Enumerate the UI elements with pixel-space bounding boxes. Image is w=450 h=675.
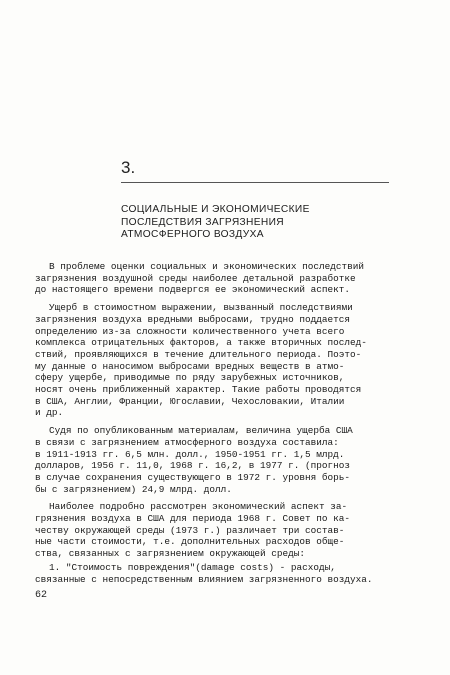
text-line: ства, связанных с загрязнением окружающей среды:: [35, 548, 306, 560]
text-line: загрязнения воздуха вредными выбросами, трудно поддается: [35, 313, 351, 325]
text-line: в США, Англии, Франции, Югославии, Чехословакии, Италии: [35, 395, 345, 407]
text-line: 1. "Стоимость повреждения"(damage costs) - расходы,: [49, 561, 336, 573]
text-line: комплекса отрицательных факторов, а также вторичных послед-: [35, 337, 367, 349]
text-line: до настоящего времени подвергся ее экономический аспект.: [35, 284, 351, 296]
text-line: му данные о наносимом выбросами вредных веществ в атмо-: [35, 360, 345, 372]
chapter-title-line: АТМОСФЕРНОГО ВОЗДУХА: [121, 229, 264, 241]
chapter-divider: [121, 182, 389, 183]
chapter-title-line: ПОСЛЕДСТВИЯ ЗАГРЯЗНЕНИЯ: [121, 216, 284, 228]
text-line: определению из-за сложности количественного учета всего: [35, 325, 345, 337]
text-line: в 1911-1913 гг. 6,5 млн. долл., 1950-1951 гг. 1,5 млрд.: [35, 448, 345, 460]
text-line: Ущерб в стоимостном выражении, вызванный последствиями: [49, 302, 353, 314]
text-line: Судя по опубликованным материалам, величина ущерба США: [49, 425, 353, 437]
text-line: загрязнения воздушной среды наиболее детальной разработке: [35, 272, 356, 284]
text-line: долларов, 1956 г. 11,0, 1968 г. 16,2, в 1977 г. (прогноз: [35, 460, 351, 472]
page-number: 62: [35, 590, 48, 601]
text-line: и др.: [35, 407, 64, 419]
text-line: носят очень приближенный характер. Такие работы проводятся: [35, 384, 362, 396]
chapter-title: [121, 204, 351, 242]
text-line: ные части стоимости, т.е. дополнительных расходов обще-: [35, 536, 345, 548]
text-line: в случае сохранения существующего в 1972 г. уровня борь-: [35, 471, 351, 483]
chapter-title-line: СОЦИАЛЬНЫЕ И ЭКОНОМИЧЕСКИЕ: [121, 204, 310, 215]
text-line: честву окружающей среды (1973 г.) различает три состав-: [35, 524, 345, 536]
text-line: сферу ущербе, приводимые по ряду зарубежных источников,: [35, 372, 345, 384]
text-line: ствий, проявляющихся в течение длительного периода. Поэто-: [35, 348, 362, 360]
text-line: в связи с загрязнением атмосферного воздуха составила:: [35, 436, 339, 448]
text-line: грязнения воздуха в США для периода 1968 г. Совет по ка-: [35, 513, 351, 525]
text-line: бы с загрязнением) 24,9 млрд. долл.: [35, 483, 232, 495]
text-line: Наиболее подробно рассмотрен экономический аспект за-: [49, 501, 348, 513]
text-line: связанные с непосредственным влиянием загрязненного воздуха.: [35, 573, 373, 585]
body-text: [35, 261, 420, 585]
paragraph: [35, 562, 420, 585]
paragraph: [35, 425, 420, 495]
paragraph: [35, 261, 420, 296]
paragraph: [35, 302, 420, 419]
paragraph: [35, 501, 420, 560]
chapter-number: 3.: [121, 158, 136, 177]
text-line: В проблеме оценки социальных и экономических последствий: [49, 261, 365, 272]
